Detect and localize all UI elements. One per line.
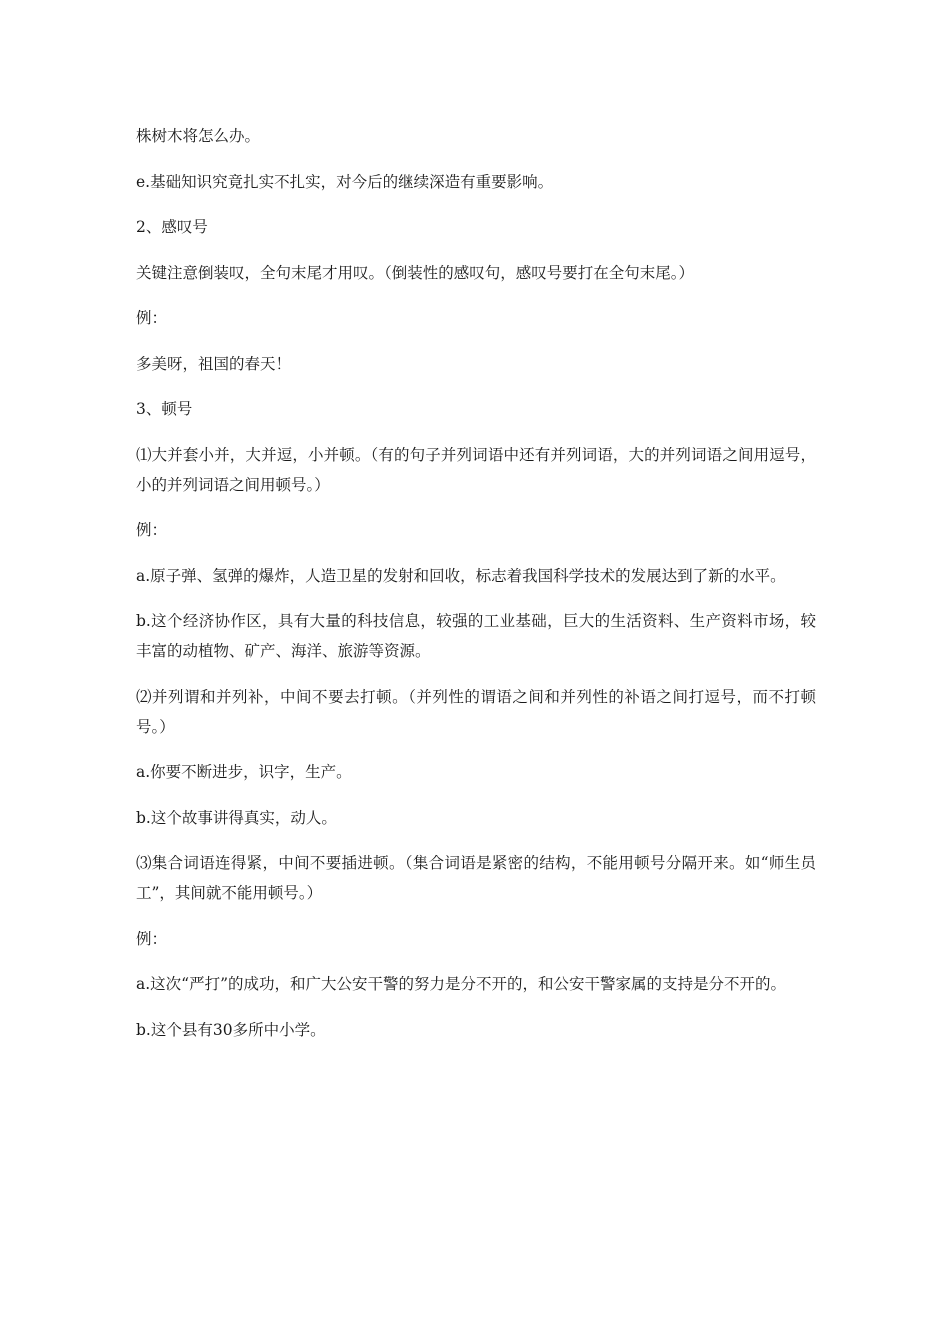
example-b: b.这个经济协作区，具有大量的科技信息，较强的工业基础，巨大的生活资料、生产资料市场，较丰富的动植物、矿产、海洋、旅游等资源。 <box>136 612 816 660</box>
example-a: a.你要不断进步，识字，生产。 <box>136 763 352 781</box>
section-heading-exclamation-mark: 2、感叹号 <box>136 218 208 236</box>
example-a: a.这次“严打”的成功，和广大公安干警的努力是分不开的，和公安干警家属的支持是分不开的。 <box>136 975 787 993</box>
example-b: b.这个县有30多所中小学。 <box>136 1020 326 1039</box>
rule-1: ⑴大并套小并，大并逗，小并顿。（有的句子并列词语中还有并列词语，大的并列词语之间用逗号，小的并列词语之间用顿号。） <box>136 445 816 494</box>
paragraph-continuation: 株树木将怎么办。 <box>136 127 261 145</box>
example-a: a.原子弹、氢弹的爆炸，人造卫星的发射和回收，标志着我国科学技术的发展达到了新的水平。 <box>136 566 786 585</box>
example-exclamation: 多美呀，祖国的春天！ <box>136 354 292 373</box>
rule-exclamation: 关键注意倒装叹，全句末尾才用叹。（倒装性的感叹句，感叹号要打在全句末尾。） <box>136 263 695 282</box>
example-label: 例： <box>136 929 168 948</box>
example-label: 例： <box>136 521 168 539</box>
example-b: b.这个故事讲得真实，动人。 <box>136 808 337 827</box>
example-e: e.基础知识究竟扎实不扎实，对今后的继续深造有重要影响。 <box>136 172 554 191</box>
document-body <box>136 121 816 1060</box>
example-label: 例： <box>136 309 168 327</box>
section-heading-enumeration-comma: 3、顿号 <box>136 400 193 418</box>
rule-2: ⑵并列谓和并列补，中间不要去打顿。（并列性的谓语之间和并列性的补语之间打逗号，而不打顿号。） <box>136 687 816 736</box>
rule-3: ⑶集合词语连得紧，中间不要插进顿。（集合词语是紧密的结构，不能用顿号分隔开来。如“师生员工”，其间就不能用顿号。） <box>136 854 816 902</box>
